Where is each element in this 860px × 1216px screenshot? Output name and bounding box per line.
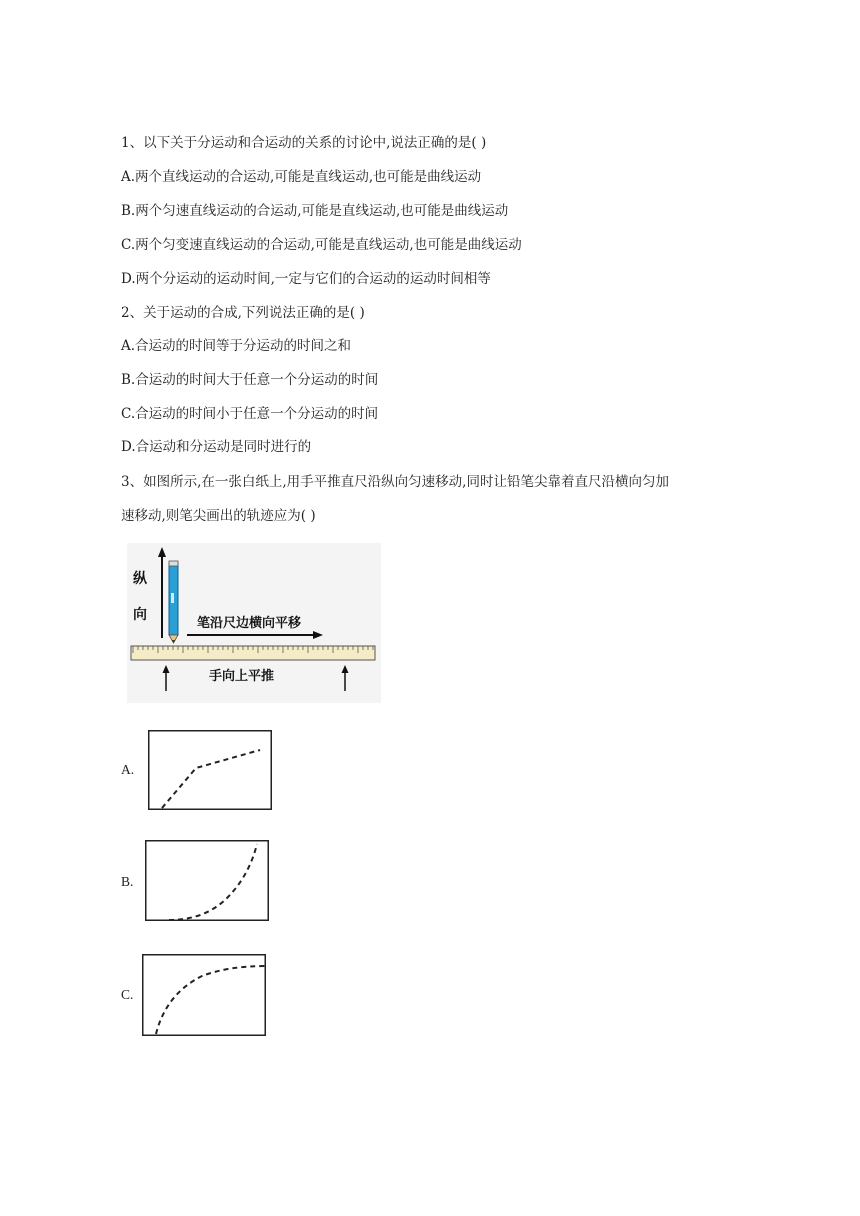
option-b-graph [145,840,269,921]
q1-option-a: A.两个直线运动的合运动,可能是直线运动,也可能是曲线运动 [121,169,482,185]
q2-option-a: A.合运动的时间等于分运动的时间之和 [121,338,352,354]
q2-option-b: B.合运动的时间大于任意一个分运动的时间 [121,372,379,388]
q2-stem: 2、关于运动的合成,下列说法正确的是( ) [121,305,365,321]
q3-option-b-label: B. [121,874,134,889]
ruler-pencil-figure [127,543,381,703]
label-pen: 笔沿尺边横向平移 [197,616,302,631]
q2-option-d: D.合运动和分运动是同时进行的 [121,439,312,455]
option-c-graph [142,954,266,1036]
q1-option-b: B.两个匀速直线运动的合运动,可能是直线运动,也可能是曲线运动 [121,203,509,219]
q1-option-d: D.两个分运动的运动时间,一定与它们的合运动的运动时间相等 [121,271,491,287]
ruler [131,646,375,660]
label-vertical-1: 纵 [133,571,147,587]
q3-stem-line1: 3、如图所示,在一张白纸上,用手平推直尺沿纵向匀速移动,同时让铅笔尖靠着直尺沿横向匀加 [121,474,669,490]
q3-stem-line2: 速移动,则笔尖画出的轨迹应为( ) [121,508,316,524]
q1-stem: 1、以下关于分运动和合运动的关系的讨论中,说法正确的是( ) [121,135,487,151]
q3-option-c-label: C. [121,987,134,1002]
label-vertical-2: 向 [133,607,147,623]
q1-option-c: C.两个匀变速直线运动的合运动,可能是直线运动,也可能是曲线运动 [121,237,522,253]
label-hand: 手向上平推 [209,669,275,684]
q3-option-a-label: A. [121,762,135,777]
q2-option-c: C.合运动的时间小于任意一个分运动的时间 [121,406,379,422]
pencil-icon [169,561,178,643]
option-a-graph [148,730,272,810]
